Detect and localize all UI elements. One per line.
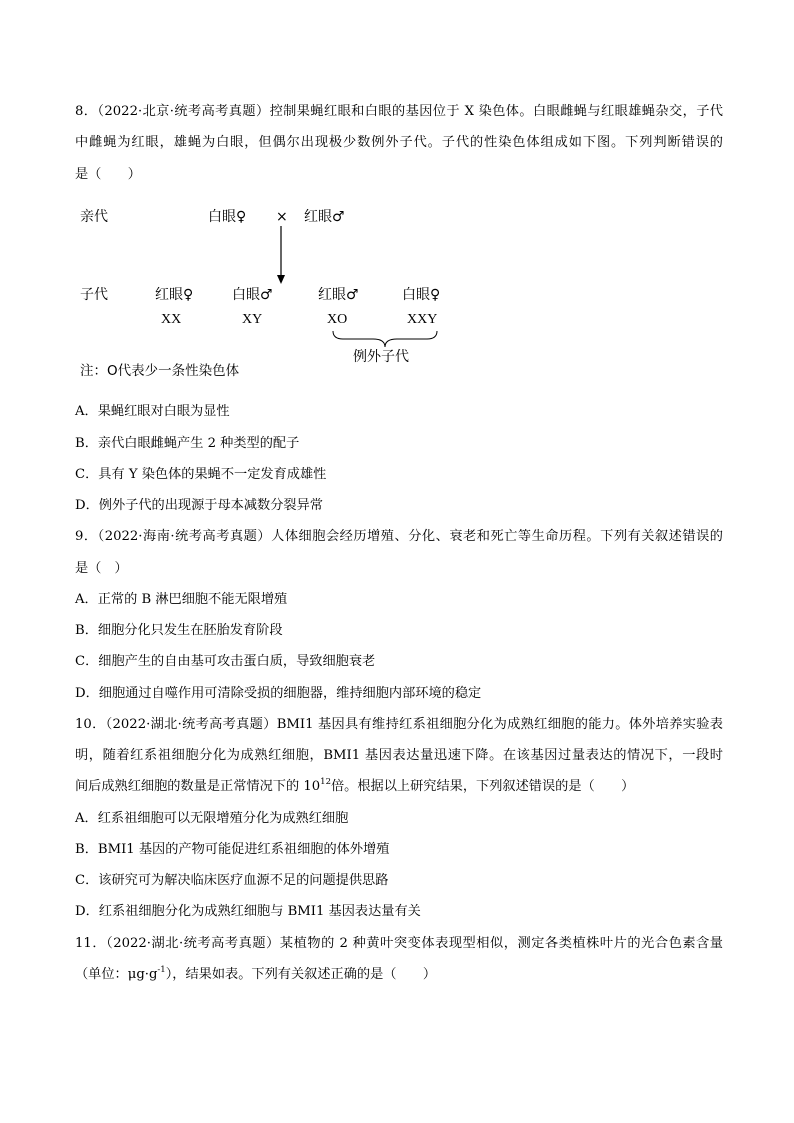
question-8-option-c: C．具有 Y 染色体的果蝇不一定发育成雄性 [75, 466, 327, 482]
cross-arrow-head [277, 275, 285, 284]
offspring-genotype: XX [161, 311, 182, 327]
question-9-option-a: A．正常的 B 淋巴细胞不能无限增殖 [75, 591, 288, 607]
stem-text: ），结果如表。下列有关叙述正确的是（ ） [165, 966, 437, 982]
exponent: 12 [320, 777, 331, 788]
question-8-stem-line-1: 8．（2022·北京·统考高考真题）控制果蝇红眼和白眼的基因位于 X 染色体。白眼雌蝇与红眼雄蝇杂交，子代 [75, 104, 723, 119]
parent-male-phenotype: 红眼♂ [304, 208, 345, 225]
stem-text: 倍。根据以上研究结果，下列叙述错误的是（ ） [331, 779, 635, 795]
offspring-phenotype: 红眼♀ [155, 286, 194, 303]
cross-symbol: × [276, 208, 288, 225]
parent-female-phenotype: 白眼♀ [208, 208, 247, 225]
question-10-stem-line-2: 明，随着红系祖细胞分化为成熟红细胞，BMI1 基因表达量迅速下降。在该基因过量表达的情况下，一段时 [75, 748, 723, 763]
question-10-option-b: B．BMI1 基因的产物可能促进红系祖细胞的体外增殖 [75, 841, 390, 857]
exception-offspring-label: 例外子代 [353, 348, 409, 365]
question-8-option-d: D．例外子代的出现源于母本减数分裂异常 [75, 498, 323, 513]
question-9-option-c: C．细胞产生的自由基可攻击蛋白质，导致细胞衰老 [75, 654, 376, 670]
question-10-option-a: A．红系祖细胞可以无限增殖分化为成熟红细胞 [75, 810, 349, 826]
question-10-stem-line-1: 10．（2022·湖北·统考高考真题）BMI1 基因具有维持红系祖细胞分化为成熟红细胞的能力。体外培养实验表 [75, 716, 723, 732]
offspring-genotype: XXY [407, 311, 438, 327]
question-list [75, 96, 723, 990]
question-11 [75, 928, 723, 991]
question-10-option-c: C．该研究可为解决临床医疗血源不足的问题提供思路 [75, 873, 389, 888]
question-8-stem-line-2: 中雌蝇为红眼，雄蝇为白眼，但偶尔出现极少数例外子代。子代的性染色体组成如下图。下列判断错误的 [75, 135, 723, 151]
question-9-stem-line-1: 9．（2022·海南·统考高考真题）人体细胞会经历增殖、分化、衰老和死亡等生命历程。下列有关叙述错误的 [75, 529, 723, 545]
question-11-stem-line-2 [75, 959, 723, 990]
question-10-stem-line-3 [75, 771, 723, 802]
cross-diagram [75, 190, 723, 397]
parent-generation-label: 亲代 [80, 208, 108, 225]
offspring-genotype: XY [242, 311, 263, 327]
question-8-option-a: A．果蝇红眼对白眼为显性 [75, 404, 230, 420]
stem-text: （单位：μg·g [75, 966, 158, 982]
offspring-phenotype: 红眼♂ [318, 286, 359, 303]
question-8-stem-line-3: 是（ ） [75, 166, 141, 182]
question-11-stem-line-1: 11．（2022·湖北·统考高考真题）某植物的 2 种黄叶突变体表现型相似，测定各类植株叶片的光合色素含量 [75, 935, 723, 951]
question-9 [75, 521, 723, 709]
question-9-stem-line-2: 是（ ） [75, 560, 128, 576]
figure-note: 注：O代表少一条性染色体 [80, 362, 240, 379]
exception-brace [333, 331, 437, 347]
question-9-option-d: D．细胞通过自噬作用可清除受损的细胞器，维持细胞内部环境的稳定 [75, 685, 482, 701]
unit-exponent: -1 [157, 964, 166, 975]
question-10-option-d: D．红系祖细胞分化为成熟红细胞与 BMI1 基因表达量有关 [75, 904, 421, 920]
question-10 [75, 709, 723, 928]
question-8-option-b: B．亲代白眼雌蝇产生 2 种类型的配子 [75, 435, 300, 451]
question-8 [75, 96, 723, 521]
offspring-phenotype: 白眼♀ [402, 286, 441, 303]
question-9-option-b: B．细胞分化只发生在胚胎发育阶段 [75, 623, 283, 638]
offspring-genotype: XO [327, 311, 348, 327]
offspring-generation-label: 子代 [80, 286, 108, 303]
stem-text: 间后成熟红细胞的数量是正常情况下的 10 [75, 779, 321, 795]
offspring-phenotype: 白眼♂ [232, 286, 273, 303]
